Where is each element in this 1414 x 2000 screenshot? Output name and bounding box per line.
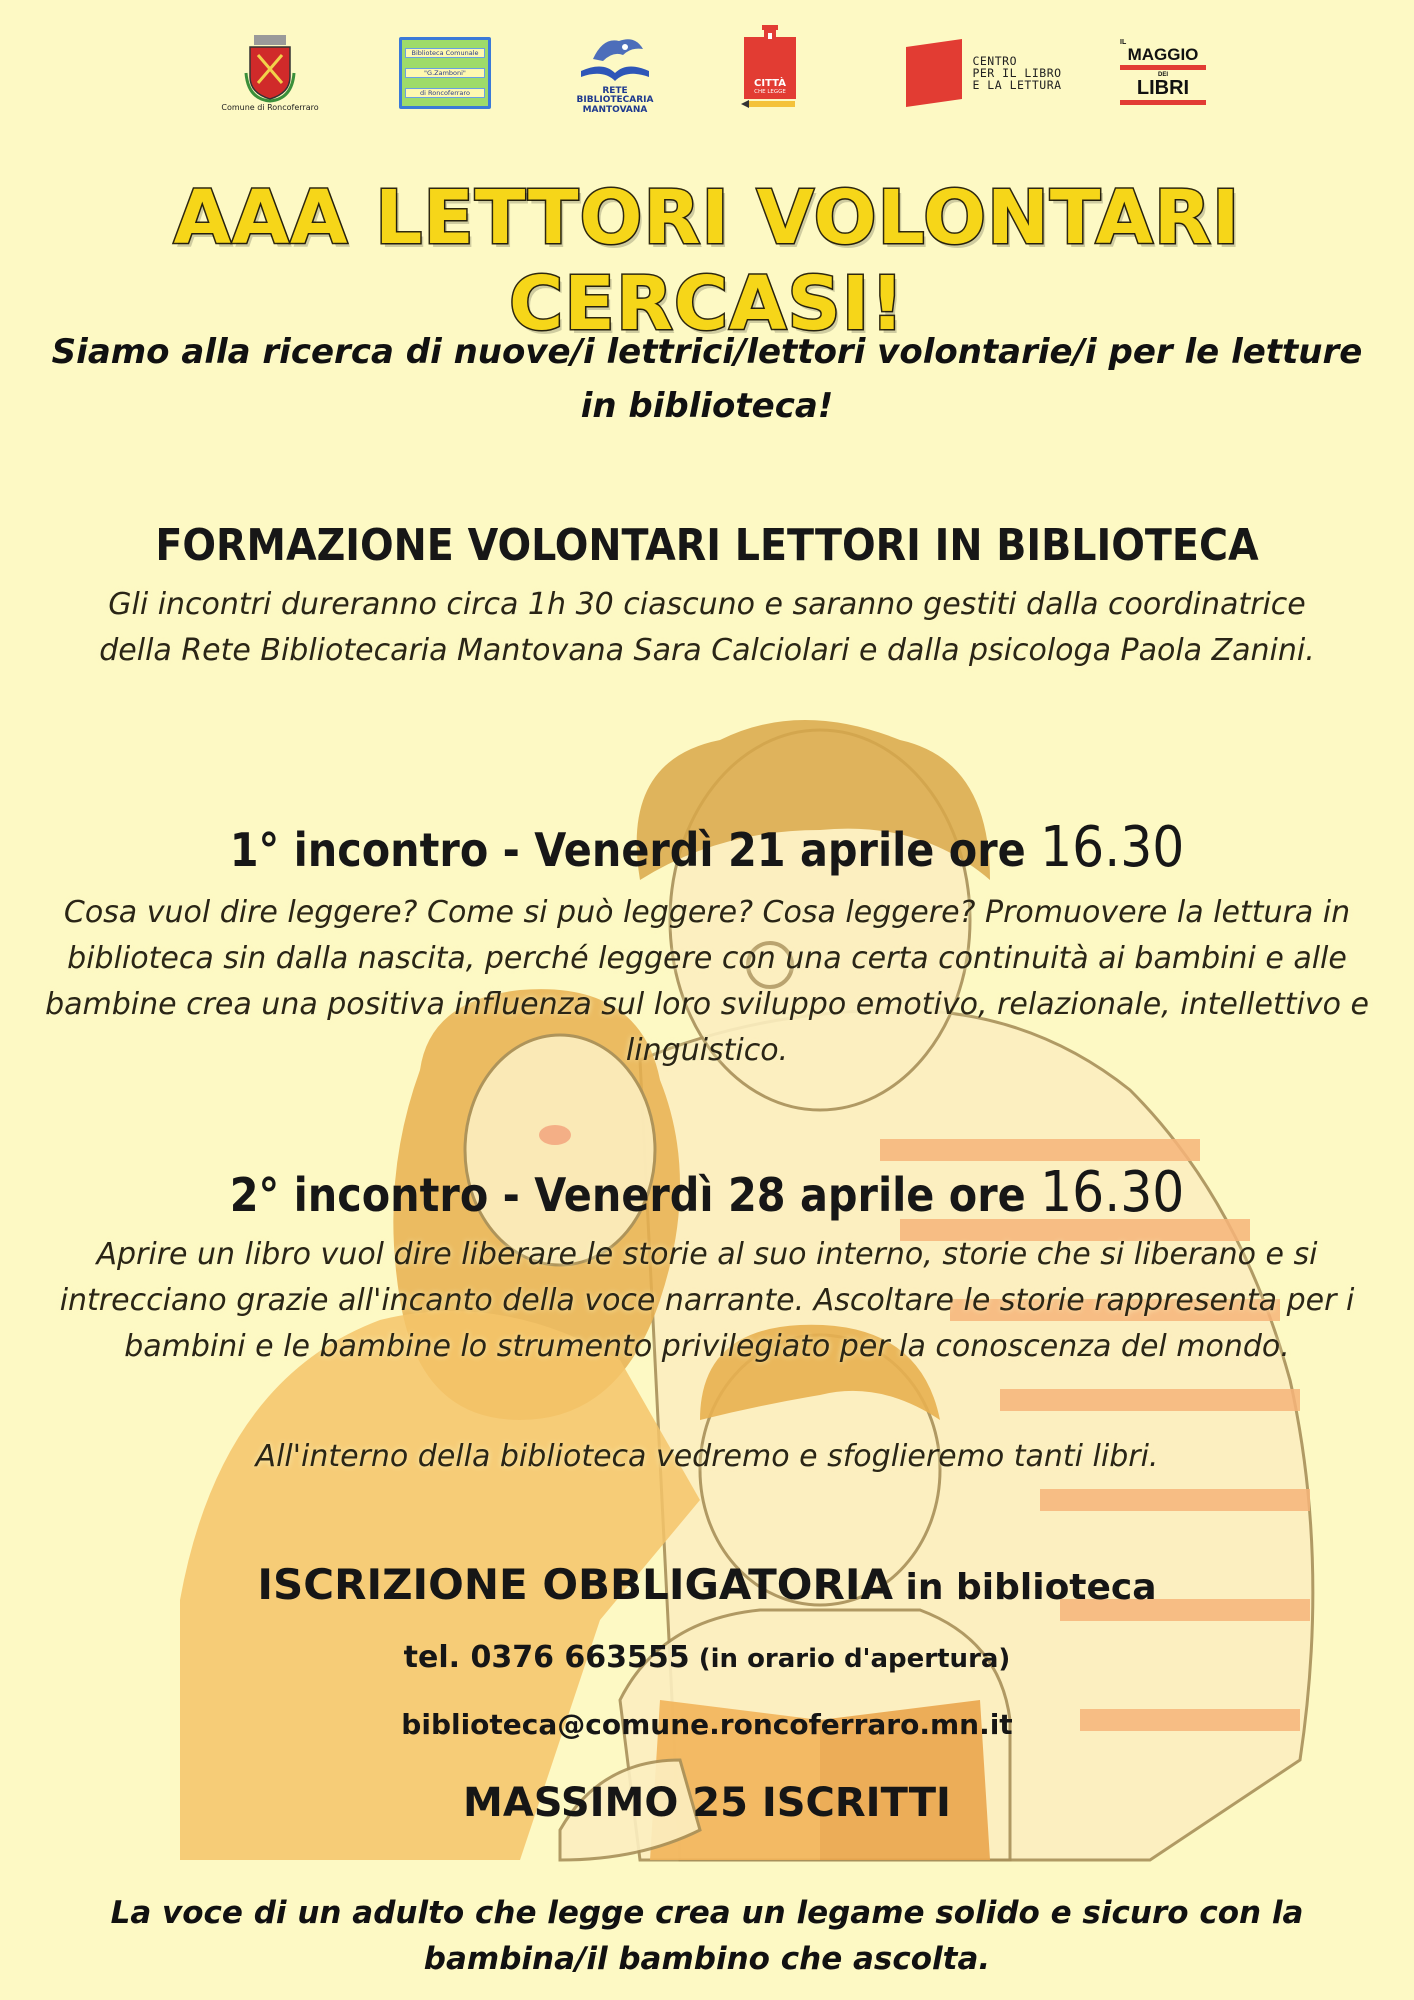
coat-of-arms-icon [244,33,296,103]
incontro-1-date: 1° incontro - Venerdì 21 aprile ore [229,823,1041,877]
intro-text: Siamo alla ricerca di nuove/i lettrici/lettori volontarie/i per le letture in biblioteca! [51,332,1363,426]
citta-sub: CHE LEGGE [754,89,786,95]
formazione-text: Gli incontri dureranno circa 1h 30 ciascuno e saranno gestiti dalla coordinatrice della Rete Bibliotecaria Mantovana Sara Calciolari e dalla psicologa Paola Zanini. [99,587,1315,668]
maggio-libri-logo [1120,18,1206,128]
incontro-2-time: 16.30 [1040,1160,1185,1225]
centro-libro-logo [878,18,1088,128]
incontro-2-text: Aprire un libro vuol dire liberare le storie al suo interno, storie che si liberano e si intrecciano grazie all'incanto della voce narrante. Ascoltare le storie rappresenta per i bambini e le bambine lo strumento privilegiato per la conoscenza del mondo. [59,1237,1355,1364]
biblioteca-line-1: Biblioteca Comunale [405,48,485,59]
telefono-number[interactable]: tel. 0376 663555 [403,1640,690,1675]
winged-horse-book-icon [573,31,657,87]
partner-logos [0,18,1414,128]
max-iscritti: MASSIMO 25 ISCRITTI [463,1780,951,1826]
tower-icon [755,25,785,51]
biblioteca-logo [395,18,495,128]
maggio-dei: DEI [1157,72,1168,78]
iscrizione-main: ISCRIZIONE OBBLIGATORIA [257,1560,893,1609]
rete-caption: RETE BIBLIOTECARIA MANTOVANA [576,85,654,115]
red-book-icon [904,37,964,109]
comune-caption: Comune di Roncoferraro [221,103,319,113]
maggio-word: MAGGIO [1127,45,1199,64]
centro-line-3: E LA LETTURA [972,78,1062,93]
incontro-2-heading [0,1160,1414,1225]
citta-main: CITTÀ [754,78,786,89]
centro-line-2: PER IL LIBRO [972,65,1062,80]
centro-line-1: CENTRO [972,53,1017,68]
formazione-heading: FORMAZIONE VOLONTARI LETTORI IN BIBLIOTECA [155,520,1259,571]
rete-logo [560,18,670,128]
incontro-1-heading [0,815,1414,880]
email-link[interactable]: biblioteca@comune.roncoferraro.mn.it [401,1708,1013,1741]
biblioteca-line-3: di Roncoferraro [405,88,485,99]
maggio-il: IL [1120,39,1127,46]
incontro-2-date: 2° incontro - Venerdì 28 aprile ore [229,1168,1041,1222]
telefono [0,1640,1414,1675]
citta-che-legge-logo [725,18,815,128]
page-title: AAA LETTORI VOLONTARI CERCASI! [173,175,1241,347]
iscrizione-suffix: in biblioteca [892,1567,1157,1608]
pencil-icon [741,99,799,109]
maggio-libri: LIBRI [1136,77,1190,99]
iscrizione-heading [0,1560,1414,1609]
incontro-2-text-2: All'interno della biblioteca vedremo e sfoglieremo tanti libri. [255,1439,1159,1474]
comune-logo [220,18,320,128]
biblioteca-line-2: "G.Zamboni" [405,68,485,79]
telefono-note: (in orario d'apertura) [689,1644,1011,1674]
closing-quote: La voce di un adulto che legge crea un legame solido e sicuro con la bambina/il bambino che ascolta. [110,1895,1304,1977]
incontro-1-time: 16.30 [1040,815,1185,880]
incontro-1-text: Cosa vuol dire leggere? Come si può leggere? Cosa leggere? Promuovere la lettura in biblioteca sin dalla nascita, perché leggere con una certa continuità ai bambini e alle bambine crea una positiva influenza sul loro sviluppo emotivo, relazionale, intellettivo e linguistico. [45,895,1369,1068]
